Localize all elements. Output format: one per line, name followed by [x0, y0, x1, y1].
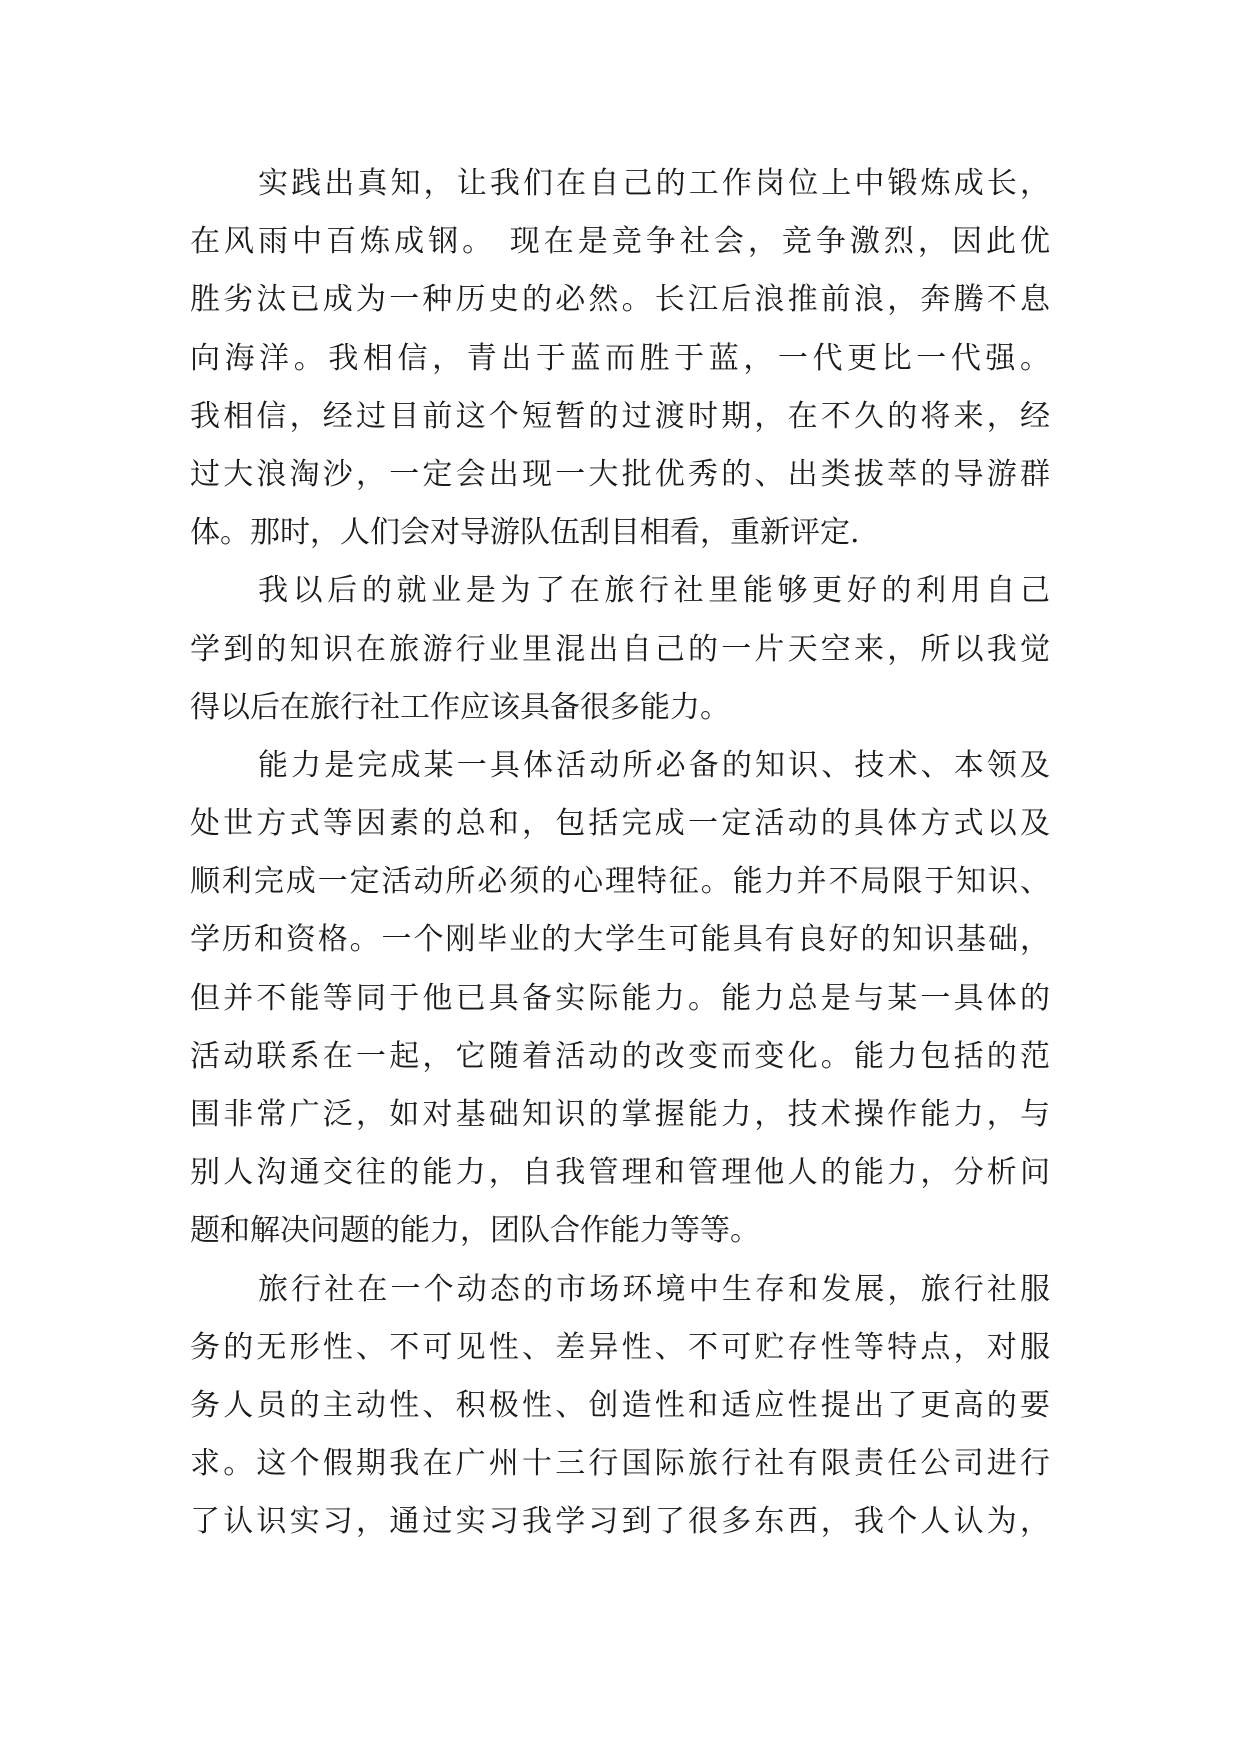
- text-line: 顺利完成一定活动所必须的心理特征。能力并不局限于知识、: [190, 864, 1050, 900]
- text-line: 求。这个假期我在广州十三行国际旅行社有限责任公司进行: [190, 1446, 1050, 1482]
- text-line: 学历和资格。一个刚毕业的大学生可能具有良好的知识基础，: [190, 922, 1050, 958]
- text-line: 了认识实习，通过实习我学习到了很多东西，我个人认为，: [190, 1504, 1050, 1540]
- document-page: [190, 155, 1050, 1552]
- text-line: 但并不能等同于他已具备实际能力。能力总是与某一具体的: [190, 980, 1050, 1016]
- text-line: 别人沟通交往的能力，自我管理和管理他人的能力，分析问: [190, 1155, 1050, 1191]
- text-line: 学到的知识在旅游行业里混出自己的一片天空来，所以我觉: [190, 631, 1050, 667]
- text-line: 我以后的就业是为了在旅行社里能够更好的利用自己: [258, 573, 1050, 609]
- text-line: 在风雨中百炼成钢。 现在是竞争社会，竞争激烈，因此优: [190, 224, 1050, 260]
- text-line: 活动联系在一起，它随着活动的改变而变化。能力包括的范: [190, 1038, 1050, 1074]
- paragraph: [190, 155, 1050, 562]
- paragraph: [190, 1261, 1050, 1552]
- text-line: 实践出真知，让我们在自己的工作岗位上中锻炼成长，: [258, 166, 1050, 201]
- text-line: 题和解决问题的能力，团队合作能力等等。: [190, 1213, 760, 1249]
- text-line: 体。那时，人们会对导游队伍刮目相看，重新评定.: [190, 515, 860, 551]
- text-line: 胜劣汰已成为一种历史的必然。长江后浪推前浪，奔腾不息: [190, 282, 1050, 318]
- text-line: 能力是完成某一具体活动所必备的知识、技术、本领及: [258, 747, 1050, 783]
- text-line: 处世方式等因素的总和，包括完成一定活动的具体方式以及: [190, 806, 1050, 842]
- text-line: 务的无形性、不可见性、差异性、不可贮存性等特点，对服: [190, 1329, 1050, 1365]
- text-line: 务人员的主动性、积极性、创造性和适应性提出了更高的要: [190, 1387, 1050, 1423]
- text-line: 我相信，经过目前这个短暂的过渡时期，在不久的将来，经: [190, 398, 1050, 434]
- paragraph: [190, 737, 1050, 1261]
- text-line: 向海洋。我相信，青出于蓝而胜于蓝，一代更比一代强。: [190, 340, 1050, 376]
- text-line: 围非常广泛，如对基础知识的掌握能力，技术操作能力，与: [190, 1097, 1050, 1132]
- text-line: 旅行社在一个动态的市场环境中生存和发展，旅行社服: [258, 1271, 1050, 1307]
- text-line: 过大浪淘沙，一定会出现一大批优秀的、出类拔萃的导游群: [190, 456, 1050, 492]
- text-line: 得以后在旅行社工作应该具备很多能力。: [190, 689, 730, 725]
- paragraph: [190, 562, 1050, 737]
